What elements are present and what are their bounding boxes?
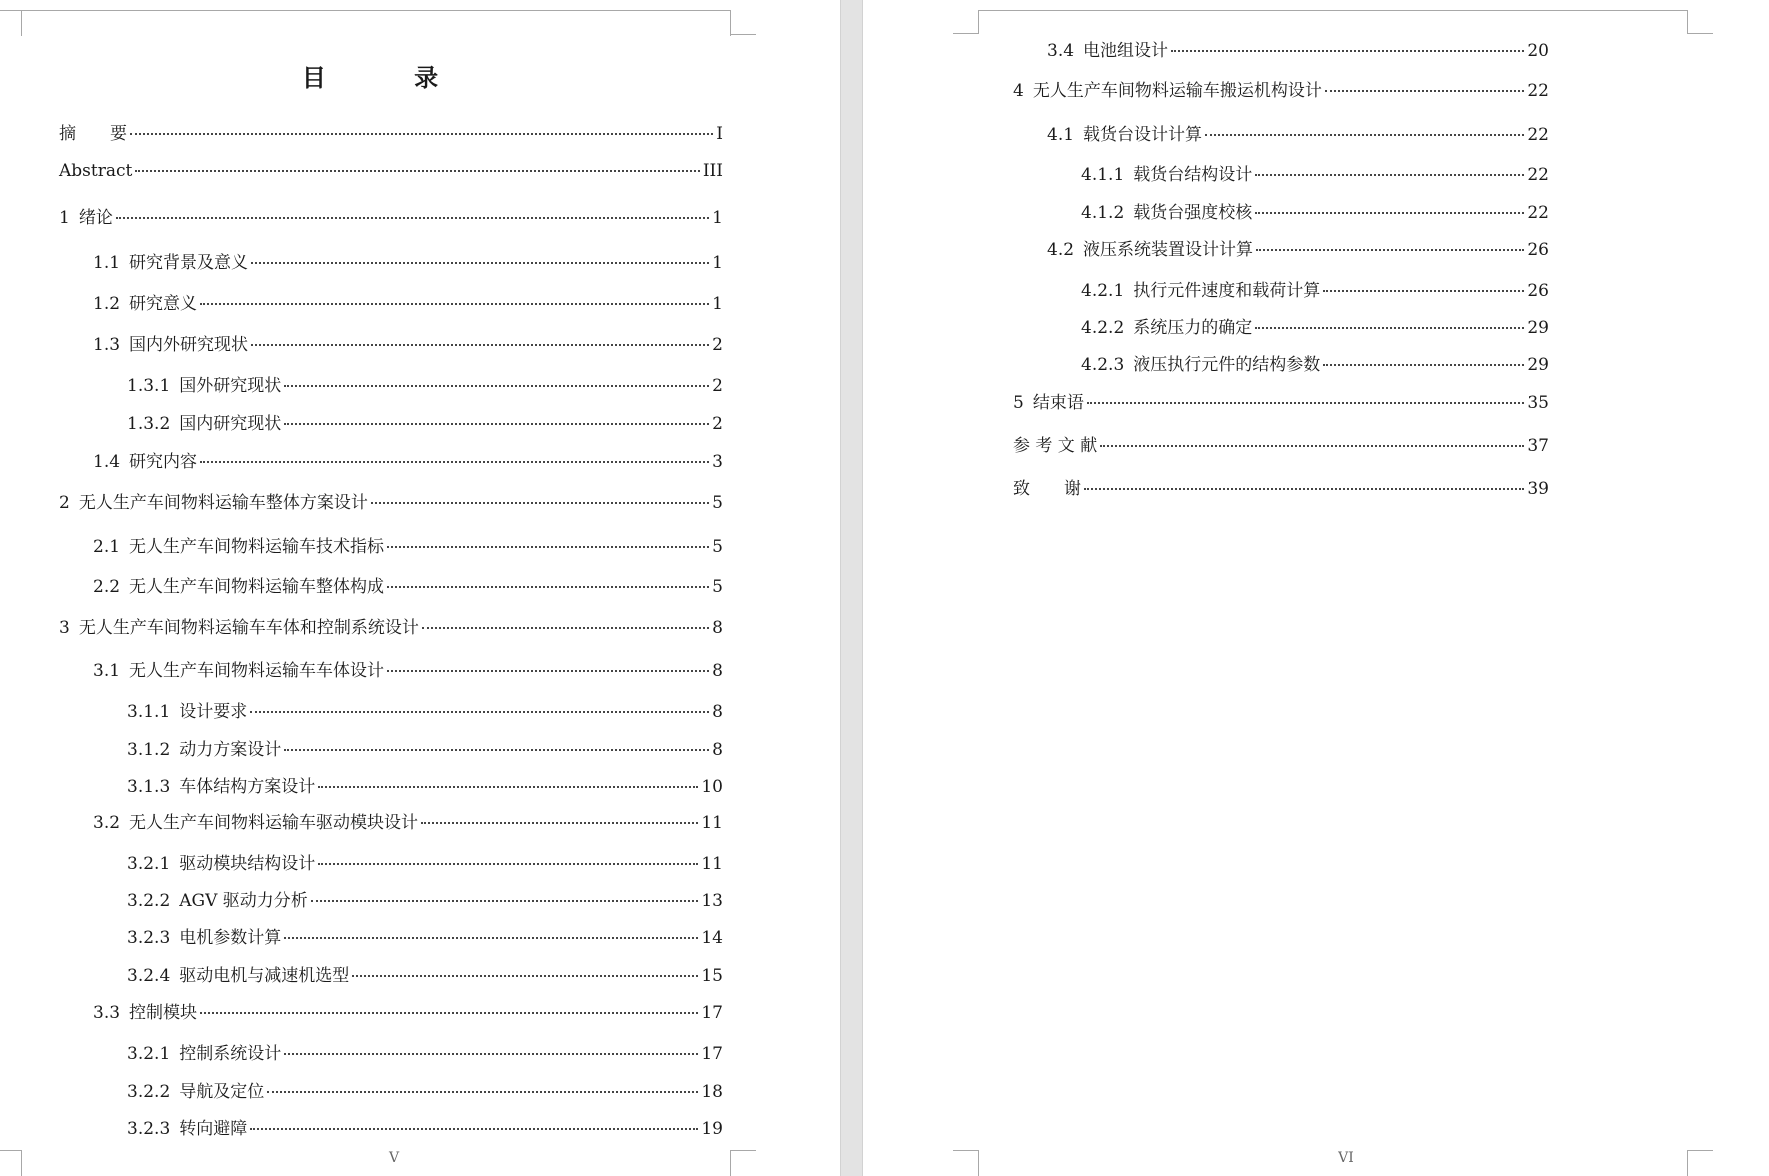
toc-entry-page: 18 [701, 1082, 723, 1102]
toc-entry[interactable] [127, 849, 723, 874]
toc-leader-dots [352, 975, 698, 977]
toc-entry[interactable] [93, 998, 723, 1023]
toc-entry-page: 13 [701, 891, 723, 911]
toc-entry[interactable] [93, 532, 723, 557]
toc-leader-dots [135, 170, 700, 172]
toc-entry[interactable] [127, 697, 723, 722]
toc-entry-text: Abstract [59, 161, 133, 181]
toc-entry-page: 26 [1527, 240, 1549, 260]
crop-mark [0, 10, 22, 36]
toc-entry[interactable] [127, 1039, 723, 1064]
toc-leader-dots [371, 502, 709, 504]
toc-entry-text: 控制系统设计 [179, 1044, 282, 1064]
toc-entry-text: 研究内容 [129, 452, 198, 472]
toc-entry-page: 14 [701, 928, 723, 948]
toc-leader-dots [1325, 90, 1525, 92]
toc-entry-text: 系统压力的确定 [1133, 318, 1253, 338]
toc-entry-text: 无人生产车间物料运输车整体方案设计 [78, 493, 368, 513]
toc-entry-number: 3.2.1 [127, 854, 171, 874]
toc-entry[interactable] [93, 248, 723, 273]
toc-entry[interactable] [59, 119, 723, 144]
toc-leader-dots [387, 670, 709, 672]
toc-entry-page: 1 [712, 253, 723, 273]
page-gap [840, 0, 863, 1176]
toc-entry-text: 无人生产车间物料运输车技术指标 [129, 537, 385, 557]
toc-entry-page: 22 [1527, 125, 1549, 145]
toc-entry-number: 3.2.2 [127, 1082, 171, 1102]
toc-leader-dots [284, 385, 709, 387]
toc-entry-page: 19 [701, 1119, 723, 1139]
toc-entry-text: 无人生产车间物料运输车搬运机构设计 [1032, 81, 1322, 101]
toc-entry-text: 控制模块 [129, 1003, 198, 1023]
toc-leader-dots [318, 786, 698, 788]
toc-leader-dots [387, 546, 709, 548]
toc-entry-number: 3.4 [1047, 41, 1075, 61]
toc-entry-page: 20 [1527, 41, 1549, 61]
toc-entry-page: 29 [1527, 355, 1549, 375]
toc-entry-number: 1.1 [93, 253, 121, 273]
toc-entry-number: 2.2 [93, 577, 121, 597]
toc-leader-dots [1255, 174, 1524, 176]
toc-leader-dots [421, 822, 698, 824]
toc-leader-dots [1323, 364, 1524, 366]
crop-mark [730, 1150, 756, 1176]
toc-entry[interactable] [127, 409, 723, 434]
toc-entry-number: 2 [59, 493, 70, 513]
toc-leader-dots [130, 133, 713, 135]
toc-entry-page: 35 [1527, 393, 1549, 413]
toc-entry-page: 2 [712, 335, 723, 355]
toc-entry[interactable] [127, 772, 723, 797]
toc-entry-text: 国内外研究现状 [129, 335, 249, 355]
toc-entry-number: 1.2 [93, 294, 121, 314]
toc-entry-text: 绪论 [78, 208, 113, 228]
toc-entry[interactable] [59, 161, 723, 183]
toc-entry-page: 5 [712, 537, 723, 557]
toc-entry[interactable] [127, 371, 723, 396]
page-number: V [388, 1150, 400, 1166]
toc-entry-number: 4.2.2 [1081, 318, 1125, 338]
toc-entry-text: 研究意义 [129, 294, 198, 314]
toc-entry-number: 3.1.3 [127, 777, 171, 797]
crop-mark [1687, 1150, 1713, 1176]
toc-entry-number: 4 [1013, 81, 1024, 101]
toc-entry-page: 11 [701, 813, 723, 833]
toc-entry-page: 17 [701, 1003, 723, 1023]
toc-entry[interactable] [1013, 474, 1549, 499]
toc-leader-dots [284, 423, 709, 425]
toc-entry-page: 2 [712, 414, 723, 434]
toc-entry[interactable] [93, 447, 723, 472]
toc-entry-text: 参 考 文 献 [1013, 436, 1098, 456]
toc-entry-text: 载货台强度校核 [1133, 203, 1253, 223]
toc-leader-dots [1084, 488, 1524, 490]
toc-entry-text: 国内研究现状 [179, 414, 282, 434]
toc-entry-text: 转向避障 [179, 1119, 248, 1139]
toc-entry-number: 3.2.3 [127, 1119, 171, 1139]
toc-entry-text: 导航及定位 [179, 1082, 265, 1102]
toc-entry-number: 4.2.3 [1081, 355, 1125, 375]
toc-entry-text: 无人生产车间物料运输车驱动模块设计 [129, 813, 419, 833]
toc-entry[interactable] [93, 330, 723, 355]
toc-entry[interactable] [1013, 76, 1549, 101]
page-top-border [979, 10, 1687, 11]
toc-entry-number: 3.1 [93, 661, 121, 681]
toc-entry[interactable] [127, 923, 723, 948]
toc-entry-page: 5 [712, 493, 723, 513]
toc-leader-dots [267, 1091, 698, 1093]
toc-leader-dots [284, 749, 709, 751]
toc-entry-page: I [716, 124, 723, 144]
toc-leader-dots [422, 627, 709, 629]
toc-entry-page: III [702, 161, 723, 181]
toc-leader-dots [1255, 212, 1524, 214]
toc-entry[interactable] [1013, 431, 1549, 456]
toc-entry-page: 17 [701, 1044, 723, 1064]
toc-leader-dots [318, 863, 698, 865]
toc-entry-number: 3 [59, 618, 70, 638]
toc-entry-text: 驱动模块结构设计 [179, 854, 316, 874]
toc-entry-number: 4.1 [1047, 125, 1075, 145]
toc-leader-dots [1323, 290, 1524, 292]
toc-entry-page: 2 [712, 376, 723, 396]
toc-entry-number: 3.2.3 [127, 928, 171, 948]
toc-entry[interactable] [59, 488, 723, 513]
toc-entry-number: 2.1 [93, 537, 121, 557]
toc-leader-dots [250, 1128, 698, 1130]
toc-entry-text: 结束语 [1032, 393, 1084, 413]
toc-entry-text: 载货台设计计算 [1083, 125, 1203, 145]
toc-leader-dots [1171, 50, 1524, 52]
crop-mark [730, 10, 756, 36]
toc-entry[interactable] [1047, 36, 1549, 61]
toc-title: 目 录 [301, 64, 479, 92]
toc-entry-text: 液压执行元件的结构参数 [1133, 355, 1321, 375]
toc-entry-page: 8 [712, 618, 723, 638]
page-top-border [22, 10, 730, 11]
toc-entry[interactable] [1081, 160, 1549, 185]
toc-entry-number: 3.2.1 [127, 1044, 171, 1064]
toc-leader-dots [116, 217, 709, 219]
toc-leader-dots [1100, 445, 1524, 447]
toc-leader-dots [200, 1012, 698, 1014]
toc-entry[interactable] [93, 808, 723, 833]
toc-entry[interactable] [59, 613, 723, 638]
toc-leader-dots [284, 937, 698, 939]
toc-leader-dots [1087, 402, 1525, 404]
toc-entry-text: 致 谢 [1013, 479, 1081, 499]
toc-entry[interactable] [59, 203, 723, 228]
toc-entry-page: 5 [712, 577, 723, 597]
toc-entry-number: 4.2.1 [1081, 281, 1125, 301]
toc-entry-text: AGV 驱动力分析 [179, 891, 308, 911]
toc-entry-page: 39 [1527, 479, 1549, 499]
toc-entry[interactable] [127, 886, 723, 911]
toc-entry-text: 无人生产车间物料运输车车体和控制系统设计 [78, 618, 419, 638]
toc-entry-page: 22 [1527, 165, 1549, 185]
toc-entry-number: 5 [1013, 393, 1024, 413]
toc-entry-page: 22 [1527, 81, 1549, 101]
toc-entry-text: 设计要求 [179, 702, 248, 722]
toc-leader-dots [1256, 249, 1524, 251]
toc-entry-number: 1.3.1 [127, 376, 171, 396]
toc-entry[interactable] [93, 289, 723, 314]
toc-entry-text: 无人生产车间物料运输车整体构成 [129, 577, 385, 597]
toc-entry-page: 37 [1527, 436, 1549, 456]
toc-entry-text: 车体结构方案设计 [179, 777, 316, 797]
toc-leader-dots [200, 303, 709, 305]
crop-mark [0, 1150, 22, 1176]
toc-entry-number: 3.1.2 [127, 740, 171, 760]
toc-page-left [0, 0, 840, 1176]
crop-mark [953, 1150, 979, 1176]
toc-entry-number: 3.1.1 [127, 702, 171, 722]
toc-entry-number: 3.2.4 [127, 966, 171, 986]
crop-mark [953, 10, 979, 34]
toc-entry[interactable] [1081, 198, 1549, 223]
toc-entry[interactable] [1081, 276, 1549, 301]
page-number: VI [1338, 1150, 1354, 1166]
toc-entry-number: 1.3 [93, 335, 121, 355]
toc-entry-text: 电池组设计 [1083, 41, 1169, 61]
toc-leader-dots [1255, 327, 1524, 329]
toc-entry-number: 4.1.2 [1081, 203, 1125, 223]
toc-entry-number: 4.2 [1047, 240, 1075, 260]
toc-leader-dots [251, 344, 709, 346]
toc-entry-text: 驱动电机与减速机选型 [179, 966, 350, 986]
crop-mark [730, 34, 756, 35]
toc-entry-page: 10 [701, 777, 723, 797]
toc-entry[interactable] [1081, 350, 1549, 375]
toc-entry-text: 液压系统装置设计计算 [1083, 240, 1254, 260]
toc-entry[interactable] [93, 656, 723, 681]
toc-entry-page: 1 [712, 294, 723, 314]
toc-leader-dots [200, 461, 709, 463]
toc-entry-number: 1 [59, 208, 70, 228]
toc-entry-number: 3.2.2 [127, 891, 171, 911]
toc-entry-text: 载货台结构设计 [1133, 165, 1253, 185]
toc-entry-page: 8 [712, 661, 723, 681]
toc-entry-page: 29 [1527, 318, 1549, 338]
toc-leader-dots [311, 900, 699, 902]
toc-entry[interactable] [1047, 235, 1549, 260]
toc-entry-page: 22 [1527, 203, 1549, 223]
toc-entry-page: 3 [712, 452, 723, 472]
toc-entry[interactable] [127, 1077, 723, 1102]
toc-entry-page: 15 [701, 966, 723, 986]
toc-entry-text: 执行元件速度和载荷计算 [1133, 281, 1321, 301]
toc-entry-number: 1.3.2 [127, 414, 171, 434]
toc-entry-page: 26 [1527, 281, 1549, 301]
toc-leader-dots [284, 1053, 698, 1055]
toc-entry-page: 11 [701, 854, 723, 874]
toc-entry[interactable] [1081, 313, 1549, 338]
toc-entry-text: 摘 要 [59, 124, 127, 144]
toc-entry-number: 3.3 [93, 1003, 121, 1023]
toc-entry-page: 8 [712, 740, 723, 760]
toc-entry[interactable] [127, 1114, 723, 1139]
crop-mark [1687, 10, 1713, 34]
toc-entry-text: 动力方案设计 [179, 740, 282, 760]
toc-entry-number: 1.4 [93, 452, 121, 472]
toc-leader-dots [250, 711, 709, 713]
toc-entry-page: 8 [712, 702, 723, 722]
toc-entry-text: 国外研究现状 [179, 376, 282, 396]
toc-entry[interactable] [1013, 388, 1549, 413]
toc-entry[interactable] [93, 572, 723, 597]
toc-entry-text: 电机参数计算 [179, 928, 282, 948]
toc-entry[interactable] [127, 961, 723, 986]
toc-page-right [863, 0, 1769, 1176]
toc-entry-number: 3.2 [93, 813, 121, 833]
toc-entry[interactable] [1047, 120, 1549, 145]
toc-entry-text: 无人生产车间物料运输车车体设计 [129, 661, 385, 681]
toc-entry-page: 1 [712, 208, 723, 228]
toc-entry-text: 研究背景及意义 [129, 253, 249, 273]
toc-leader-dots [1205, 134, 1524, 136]
toc-entry-number: 4.1.1 [1081, 165, 1125, 185]
toc-entry[interactable] [127, 735, 723, 760]
toc-leader-dots [251, 262, 709, 264]
toc-leader-dots [387, 586, 709, 588]
